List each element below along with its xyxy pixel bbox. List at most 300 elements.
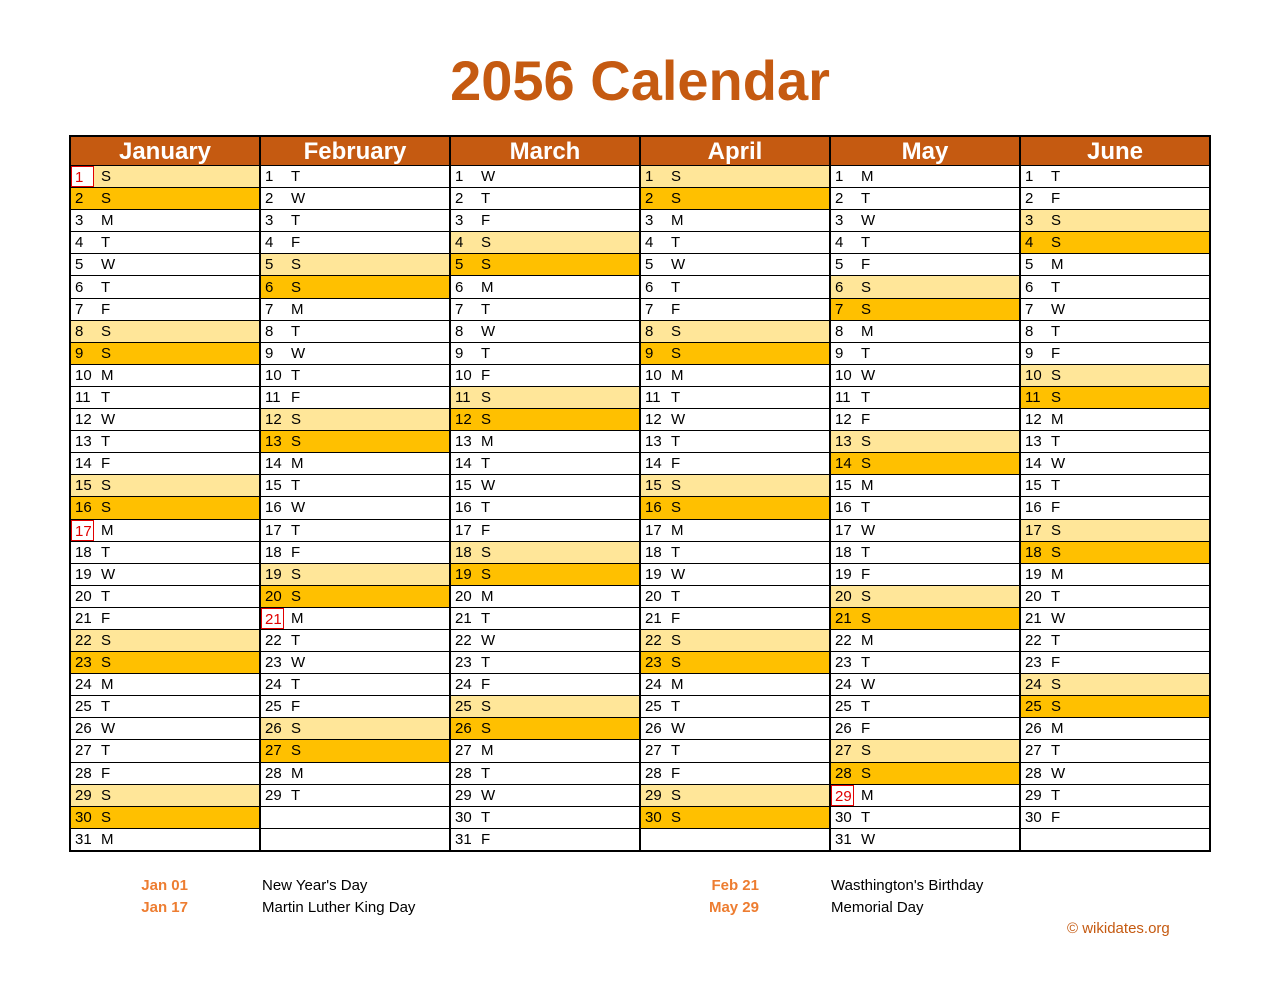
weekday-letter: T (1051, 322, 1061, 340)
weekday-letter: M (481, 587, 494, 605)
weekday-letter: W (291, 654, 306, 672)
day-number: 2 (645, 190, 654, 208)
day-number: 12 (265, 411, 282, 429)
weekday-letter: S (1051, 543, 1062, 561)
day-cell (1021, 321, 1209, 343)
weekday-letter: T (481, 190, 491, 208)
weekday-letter: S (101, 808, 112, 826)
day-number: 15 (835, 477, 852, 495)
weekday-letter: W (101, 720, 116, 738)
weekday-letter: S (671, 808, 682, 826)
day-number: 5 (645, 256, 654, 274)
weekday-letter: S (291, 587, 302, 605)
day-number: 6 (645, 278, 654, 296)
day-number: 20 (645, 587, 662, 605)
day-cell (451, 630, 639, 652)
day-number: 31 (835, 830, 852, 848)
weekday-letter: W (861, 366, 876, 384)
day-number: 18 (265, 543, 282, 561)
month-header: February (261, 137, 449, 166)
weekday-letter: S (1051, 676, 1062, 694)
day-number: 8 (455, 322, 464, 340)
weekday-letter: T (291, 366, 301, 384)
day-number: 1 (645, 168, 654, 186)
weekday-letter: M (861, 786, 874, 804)
day-cell (641, 409, 829, 431)
day-number: 22 (455, 632, 472, 650)
weekday-letter: W (481, 786, 496, 804)
day-number: 24 (1025, 676, 1042, 694)
day-cell (71, 497, 259, 519)
weekday-letter: S (291, 565, 302, 583)
day-cell (641, 542, 829, 564)
day-cell (71, 321, 259, 343)
day-cell (71, 365, 259, 387)
day-number: 6 (75, 278, 84, 296)
day-cell (831, 829, 1019, 852)
month-column-may (831, 137, 1021, 852)
day-number: 16 (835, 499, 852, 517)
weekday-letter: M (671, 521, 684, 539)
day-cell (451, 188, 639, 210)
day-number: 26 (455, 720, 472, 738)
day-cell (261, 321, 449, 343)
day-number: 25 (75, 698, 92, 716)
day-cell (641, 299, 829, 321)
day-number: 13 (835, 433, 852, 451)
weekday-letter: T (481, 344, 491, 362)
day-cell (451, 829, 639, 852)
weekday-letter: T (671, 742, 681, 760)
weekday-letter: T (861, 654, 871, 672)
day-cell (451, 475, 639, 497)
day-number: 24 (645, 676, 662, 694)
day-cell (641, 188, 829, 210)
calendar-grid (69, 135, 1211, 852)
day-number: 29 (265, 786, 282, 804)
weekday-letter: S (101, 322, 112, 340)
day-cell (1021, 586, 1209, 608)
day-number: 30 (75, 808, 92, 826)
weekday-letter: F (861, 256, 871, 274)
weekday-letter: S (1051, 366, 1062, 384)
month-header: March (451, 137, 639, 166)
day-cell (831, 276, 1019, 298)
day-number: 28 (455, 764, 472, 782)
day-cell (261, 431, 449, 453)
day-cell (261, 542, 449, 564)
day-number: 9 (455, 344, 464, 362)
day-cell (831, 210, 1019, 232)
day-cell (71, 696, 259, 718)
weekday-letter: F (481, 212, 491, 230)
day-cell (451, 276, 639, 298)
empty-day-cell (1021, 829, 1209, 852)
day-cell (261, 740, 449, 762)
weekday-letter: T (1051, 433, 1061, 451)
weekday-letter: M (291, 764, 304, 782)
weekday-letter: M (291, 609, 304, 627)
weekday-letter: S (861, 764, 872, 782)
day-number: 7 (1025, 300, 1034, 318)
day-cell (1021, 542, 1209, 564)
weekday-letter: T (671, 433, 681, 451)
day-cell (261, 387, 449, 409)
day-number: 21 (261, 608, 284, 629)
day-number: 15 (455, 477, 472, 495)
weekday-letter: S (671, 499, 682, 517)
day-number: 24 (455, 676, 472, 694)
weekday-letter: T (481, 455, 491, 473)
day-cell (641, 785, 829, 807)
weekday-letter: M (101, 830, 114, 848)
day-cell (1021, 210, 1209, 232)
day-cell (451, 497, 639, 519)
day-cell (641, 497, 829, 519)
day-cell (641, 564, 829, 586)
weekday-letter: M (481, 742, 494, 760)
day-number: 12 (1025, 411, 1042, 429)
day-cell (831, 232, 1019, 254)
day-cell (1021, 254, 1209, 276)
day-cell (261, 520, 449, 542)
day-number: 6 (835, 278, 844, 296)
weekday-letter: W (481, 322, 496, 340)
weekday-letter: W (1051, 764, 1066, 782)
weekday-letter: T (101, 742, 111, 760)
day-number: 13 (645, 433, 662, 451)
weekday-letter: T (1051, 742, 1061, 760)
weekday-letter: S (671, 786, 682, 804)
day-cell (641, 453, 829, 475)
day-number: 26 (265, 720, 282, 738)
day-cell (261, 409, 449, 431)
day-number: 28 (75, 764, 92, 782)
day-cell (451, 166, 639, 188)
weekday-letter: S (291, 278, 302, 296)
weekday-letter: T (861, 190, 871, 208)
month-header: January (71, 137, 259, 166)
day-cell (71, 431, 259, 453)
weekday-letter: T (291, 168, 301, 186)
day-cell (71, 586, 259, 608)
day-number: 27 (645, 742, 662, 760)
weekday-letter: F (101, 455, 111, 473)
day-cell (1021, 652, 1209, 674)
day-cell (641, 210, 829, 232)
weekday-letter: S (481, 388, 492, 406)
weekday-letter: T (291, 521, 301, 539)
weekday-letter: T (671, 234, 681, 252)
weekday-letter: S (481, 411, 492, 429)
day-number: 5 (75, 256, 84, 274)
day-number: 14 (265, 455, 282, 473)
weekday-letter: W (101, 256, 116, 274)
weekday-letter: W (481, 168, 496, 186)
day-number: 27 (1025, 742, 1042, 760)
day-cell (261, 254, 449, 276)
day-cell (641, 674, 829, 696)
weekday-letter: W (671, 565, 686, 583)
weekday-letter: M (101, 521, 114, 539)
weekday-letter: M (101, 212, 114, 230)
day-number: 1 (835, 168, 844, 186)
weekday-letter: T (481, 764, 491, 782)
day-cell (261, 763, 449, 785)
day-cell (451, 542, 639, 564)
weekday-letter: S (481, 234, 492, 252)
day-number: 27 (835, 742, 852, 760)
weekday-letter: F (861, 565, 871, 583)
day-cell (1021, 718, 1209, 740)
day-cell (71, 276, 259, 298)
day-number: 27 (265, 742, 282, 760)
weekday-letter: S (291, 256, 302, 274)
day-number: 20 (835, 587, 852, 605)
weekday-letter: S (861, 300, 872, 318)
day-cell (831, 542, 1019, 564)
weekday-letter: T (861, 499, 871, 517)
weekday-letter: W (861, 676, 876, 694)
day-number: 1 (1025, 168, 1034, 186)
day-cell (831, 807, 1019, 829)
weekday-letter: T (101, 278, 111, 296)
day-cell (261, 166, 449, 188)
day-cell (261, 232, 449, 254)
day-cell (641, 586, 829, 608)
day-number: 18 (645, 543, 662, 561)
day-cell (261, 586, 449, 608)
day-number: 17 (835, 521, 852, 539)
day-cell (831, 520, 1019, 542)
copyright-link[interactable]: © wikidates.org (1067, 920, 1170, 937)
weekday-letter: F (1051, 808, 1061, 826)
day-cell (831, 453, 1019, 475)
day-cell (261, 564, 449, 586)
day-number: 3 (835, 212, 844, 230)
day-number: 3 (75, 212, 84, 230)
weekday-letter: T (861, 344, 871, 362)
weekday-letter: S (101, 344, 112, 362)
day-number: 23 (455, 654, 472, 672)
day-number: 12 (455, 411, 472, 429)
day-cell (261, 453, 449, 475)
weekday-letter: M (1051, 720, 1064, 738)
weekday-letter: S (291, 433, 302, 451)
day-cell (261, 652, 449, 674)
month-column-march (451, 137, 641, 852)
day-cell (261, 630, 449, 652)
day-number: 24 (835, 676, 852, 694)
month-column-june (1021, 137, 1211, 852)
day-cell (641, 475, 829, 497)
day-cell (641, 166, 829, 188)
weekday-letter: M (481, 433, 494, 451)
day-cell (831, 696, 1019, 718)
day-number: 26 (645, 720, 662, 738)
day-number: 30 (1025, 808, 1042, 826)
weekday-letter: S (481, 565, 492, 583)
weekday-letter: S (481, 256, 492, 274)
weekday-letter: M (671, 366, 684, 384)
day-number: 23 (75, 654, 92, 672)
day-number: 7 (455, 300, 464, 318)
day-cell (831, 740, 1019, 762)
day-cell (641, 431, 829, 453)
empty-day-cell (261, 807, 449, 829)
day-number: 1 (71, 166, 94, 187)
weekday-letter: M (861, 168, 874, 186)
day-number: 31 (455, 830, 472, 848)
empty-day-cell (641, 829, 829, 852)
weekday-letter: T (101, 388, 111, 406)
day-cell (831, 343, 1019, 365)
day-number: 19 (265, 565, 282, 583)
weekday-letter: F (101, 609, 111, 627)
day-cell (831, 763, 1019, 785)
day-number: 19 (1025, 565, 1042, 583)
day-number: 28 (1025, 764, 1042, 782)
day-number: 25 (265, 698, 282, 716)
day-number: 28 (265, 764, 282, 782)
weekday-letter: S (671, 632, 682, 650)
day-number: 30 (455, 808, 472, 826)
day-cell (641, 232, 829, 254)
day-cell (641, 652, 829, 674)
day-cell (451, 453, 639, 475)
day-cell (451, 785, 639, 807)
weekday-letter: S (101, 477, 112, 495)
day-number: 18 (455, 543, 472, 561)
day-number: 6 (265, 278, 274, 296)
day-cell (71, 188, 259, 210)
weekday-letter: W (481, 632, 496, 650)
weekday-letter: F (481, 830, 491, 848)
day-number: 2 (75, 190, 84, 208)
day-number: 4 (75, 234, 84, 252)
day-number: 20 (455, 587, 472, 605)
weekday-letter: S (861, 433, 872, 451)
day-cell (1021, 166, 1209, 188)
day-number: 10 (265, 366, 282, 384)
day-number: 25 (1025, 698, 1042, 716)
weekday-letter: W (291, 344, 306, 362)
day-number: 29 (1025, 786, 1042, 804)
day-number: 15 (645, 477, 662, 495)
day-cell (1021, 564, 1209, 586)
day-number: 10 (1025, 366, 1042, 384)
weekday-letter: T (101, 433, 111, 451)
day-cell (831, 166, 1019, 188)
day-number: 16 (455, 499, 472, 517)
day-number: 9 (75, 344, 84, 362)
weekday-letter: M (861, 632, 874, 650)
weekday-letter: S (291, 411, 302, 429)
day-cell (71, 210, 259, 232)
day-number: 9 (645, 344, 654, 362)
day-number: 2 (835, 190, 844, 208)
holiday-name: Wasthington's Birthday (831, 877, 984, 894)
weekday-letter: T (291, 212, 301, 230)
holiday-date: Jan 01 (141, 877, 188, 894)
day-number: 8 (835, 322, 844, 340)
day-cell (641, 321, 829, 343)
weekday-letter: T (481, 654, 491, 672)
day-cell (451, 387, 639, 409)
day-cell (831, 365, 1019, 387)
weekday-letter: S (1051, 521, 1062, 539)
day-number: 25 (645, 698, 662, 716)
weekday-letter: W (101, 411, 116, 429)
day-number: 9 (265, 344, 274, 362)
day-cell (1021, 232, 1209, 254)
day-cell (71, 453, 259, 475)
day-number: 19 (645, 565, 662, 583)
day-number: 6 (455, 278, 464, 296)
weekday-letter: S (481, 543, 492, 561)
weekday-letter: M (1051, 256, 1064, 274)
day-number: 18 (1025, 543, 1042, 561)
day-cell (641, 630, 829, 652)
day-number: 8 (645, 322, 654, 340)
day-cell (1021, 674, 1209, 696)
day-cell (831, 299, 1019, 321)
day-number: 29 (75, 786, 92, 804)
day-cell (831, 586, 1019, 608)
day-cell (831, 608, 1019, 630)
day-number: 30 (835, 808, 852, 826)
day-number: 22 (645, 632, 662, 650)
weekday-letter: T (291, 676, 301, 694)
weekday-letter: S (1051, 212, 1062, 230)
day-number: 3 (645, 212, 654, 230)
day-cell (261, 475, 449, 497)
day-cell (71, 718, 259, 740)
day-cell (261, 785, 449, 807)
day-cell (451, 763, 639, 785)
day-number: 27 (75, 742, 92, 760)
day-number: 16 (265, 499, 282, 517)
weekday-letter: M (1051, 411, 1064, 429)
month-header: May (831, 137, 1019, 166)
day-number: 4 (1025, 234, 1034, 252)
weekday-letter: T (1051, 278, 1061, 296)
weekday-letter: W (671, 720, 686, 738)
day-number: 17 (455, 521, 472, 539)
day-number: 13 (265, 433, 282, 451)
day-cell (451, 674, 639, 696)
day-cell (831, 409, 1019, 431)
day-number: 28 (645, 764, 662, 782)
weekday-letter: M (1051, 565, 1064, 583)
month-header: April (641, 137, 829, 166)
weekday-letter: S (1051, 388, 1062, 406)
day-cell (1021, 299, 1209, 321)
weekday-letter: F (291, 234, 301, 252)
weekday-letter: T (481, 300, 491, 318)
day-cell (641, 763, 829, 785)
day-cell (451, 718, 639, 740)
weekday-letter: T (101, 698, 111, 716)
weekday-letter: T (1051, 587, 1061, 605)
weekday-letter: S (1051, 698, 1062, 716)
day-cell (1021, 387, 1209, 409)
day-number: 9 (1025, 344, 1034, 362)
day-cell (831, 188, 1019, 210)
weekday-letter: T (861, 698, 871, 716)
month-column-april (641, 137, 831, 852)
day-cell (71, 652, 259, 674)
